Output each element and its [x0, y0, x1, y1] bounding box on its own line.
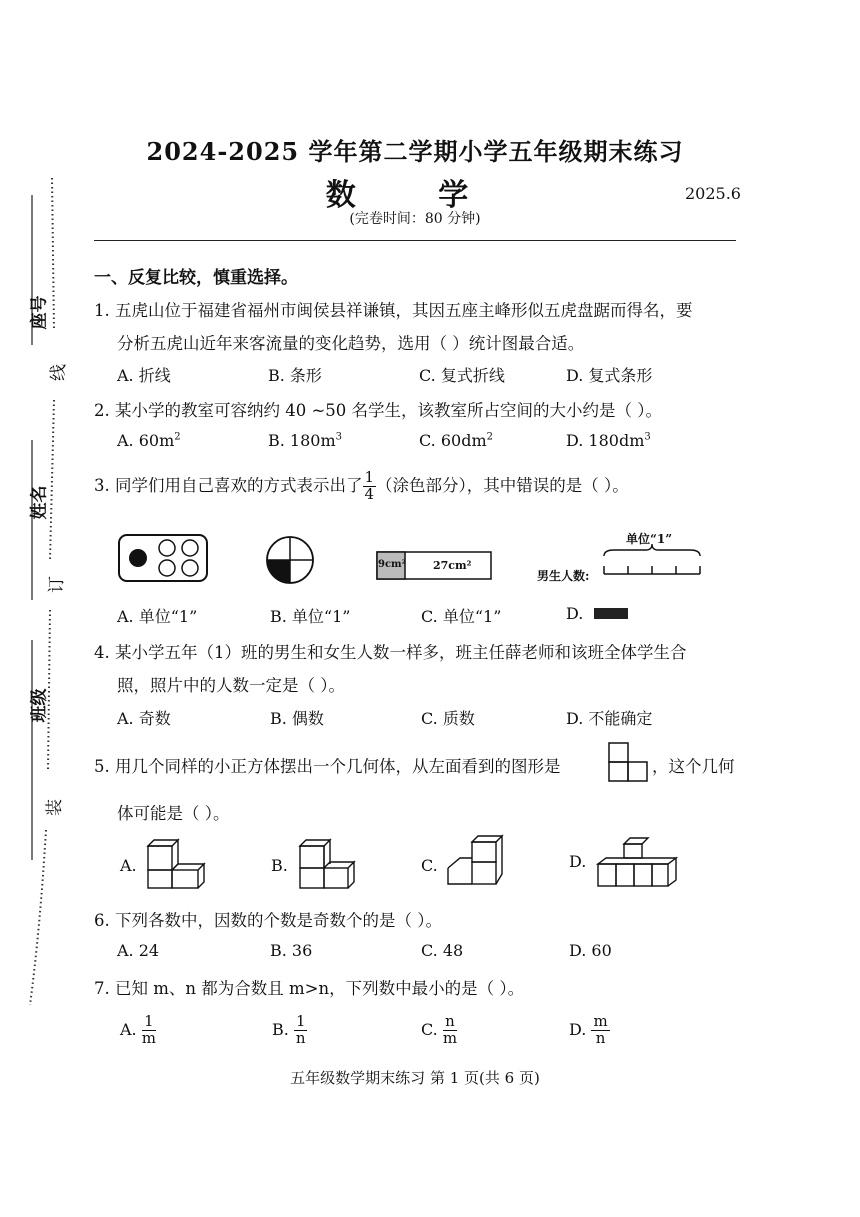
q5-option-a: A. — [120, 856, 137, 875]
seat-label: 座号 — [29, 295, 50, 330]
q3-option-d-bar — [594, 608, 628, 619]
q2-option-c-text: C. 60dm — [419, 431, 487, 450]
q7-option-d-letter: D. — [569, 1019, 587, 1039]
q2-option-d — [566, 431, 651, 450]
q2-option-c-exp: 2 — [486, 431, 493, 443]
q3-option-b: B. 单位“1” — [270, 607, 351, 626]
q3-unit-label: 单位“1” — [626, 532, 673, 546]
q7-text: 7. 已知 m、n 都为合数且 m>n，下列数中最小的是（ ）。 — [94, 979, 525, 998]
q5-option-d-cubes — [596, 834, 682, 890]
q6-text: 6. 下列各数中，因数的个数是奇数个的是（ ）。 — [94, 911, 442, 930]
q5-option-d: D. — [569, 852, 587, 871]
q5-left-view-figure — [608, 742, 650, 784]
q7-option-b — [272, 1014, 307, 1047]
q1-line1: 1. 五虎山位于福建省福州市闽侯县祥谦镇，其因五座主峰形似五虎盘踞而得名，要 — [94, 301, 693, 320]
q7-d-den: n — [595, 1028, 606, 1047]
q3-cell-right: 27cm² — [433, 559, 472, 572]
q2-option-c — [419, 431, 493, 450]
page-title: 2024-2025 学年第二学期小学五年级期末练习 — [146, 137, 684, 166]
q3-frac-num: 1 — [364, 468, 375, 486]
q7-option-d — [569, 1014, 610, 1047]
q1-option-c: C. 复式折线 — [419, 366, 505, 385]
q7-a-den: m — [141, 1028, 156, 1047]
q7-option-b-fraction — [294, 1014, 308, 1047]
page-footer: 五年级数学期末练习 第 1 页(共 6 页) — [290, 1069, 540, 1087]
q7-d-num: m — [593, 1012, 608, 1030]
q7-option-a-letter: A. — [120, 1019, 137, 1039]
q3-boys-label: 男生人数: — [537, 569, 590, 583]
q4-line2: 照，照片中的人数一定是（ ）。 — [117, 676, 345, 695]
q1-option-d: D. 复式条形 — [566, 366, 653, 385]
q2-option-a-text: A. 60m — [117, 431, 175, 450]
q5-option-b: B. — [271, 856, 288, 875]
q5-option-c-cubes — [446, 828, 506, 888]
q7-option-c-letter: C. — [421, 1019, 438, 1039]
exam-date: 2025.6 — [685, 184, 741, 203]
q2-option-b-text: B. 180m — [268, 431, 336, 450]
q5-line1b: ，这个几何 — [652, 757, 735, 776]
q7-a-num: 1 — [142, 1014, 156, 1031]
q7-option-c — [421, 1014, 457, 1047]
q7-option-a-fraction — [142, 1014, 156, 1047]
q7-c-den: m — [442, 1028, 458, 1047]
q3-figure-b-circle — [265, 535, 315, 585]
q3-pre: 3. 同学们用自己喜欢的方式表示出了 — [94, 475, 363, 495]
q7-option-a — [120, 1014, 156, 1047]
q3-option-a: A. 单位“1” — [117, 607, 198, 626]
subject-title: 数 学 — [325, 178, 505, 213]
q3-option-d: D. — [566, 604, 584, 623]
q3-post: （涂色部分），其中错误的是（ ）。 — [376, 475, 629, 495]
q7-option-b-letter: B. — [272, 1019, 289, 1039]
q7-c-num: n — [443, 1014, 457, 1031]
q6-option-c: C. 48 — [421, 941, 464, 960]
q4-option-c: C. 质数 — [421, 709, 475, 728]
q7-option-d-fraction — [591, 1014, 609, 1047]
q2-option-a — [117, 431, 181, 450]
q5-option-c: C. — [421, 856, 438, 875]
q5-option-b-cubes — [298, 832, 364, 890]
q6-option-a: A. 24 — [117, 941, 160, 960]
q7-b-num: 1 — [295, 1012, 306, 1030]
q3-fraction — [363, 470, 377, 503]
q1-option-b: B. 条形 — [268, 366, 322, 385]
q5-option-a-cubes — [146, 832, 212, 890]
q3-figure-d-brace — [600, 542, 704, 582]
q6-option-d: D. 60 — [569, 941, 612, 960]
q2-option-a-exp: 2 — [174, 431, 181, 443]
q6-option-b: B. 36 — [270, 941, 313, 960]
bind-label: 装 — [45, 799, 65, 816]
q3-frac-den: 4 — [364, 484, 375, 503]
exam-duration: (完卷时间：80 分钟) — [349, 211, 481, 227]
line-label: 线 — [49, 364, 69, 381]
staple-label: 订 — [47, 576, 67, 593]
q1-line2: 分析五虎山近年来客流量的变化趋势，选用（ ）统计图最合适。 — [117, 334, 585, 353]
q2-option-b — [268, 431, 342, 450]
q4-option-b: B. 偶数 — [270, 709, 324, 728]
q2-text: 2. 某小学的教室可容纳约 40 ~50 名学生，该教室所占空间的大小约是（ ）。 — [94, 401, 663, 420]
q1-option-a: A. 折线 — [117, 366, 171, 385]
q7-option-c-fraction — [443, 1014, 457, 1047]
class-label: 班级 — [29, 688, 50, 723]
q7-b-den: n — [295, 1028, 306, 1047]
q3-text — [94, 470, 629, 503]
q5-line2: 体可能是（ ）。 — [117, 804, 230, 823]
header-rule — [94, 240, 736, 241]
q4-option-d: D. 不能确定 — [566, 709, 653, 728]
q3-figure-a-tray — [118, 534, 210, 584]
q2-option-b-exp: 3 — [335, 431, 343, 443]
q3-option-c: C. 单位“1” — [421, 607, 502, 626]
name-label: 姓名 — [29, 485, 50, 520]
q4-option-a: A. 奇数 — [117, 709, 171, 728]
q4-line1: 4. 某小学五年（1）班的男生和女生人数一样多，班主任薛老师和该班全体学生合 — [94, 643, 687, 662]
q3-cell-left: 9cm² — [378, 559, 407, 570]
q2-option-d-text: D. 180dm — [566, 431, 645, 450]
q5-line1: 5. 用几个同样的小正方体摆出一个几何体，从左面看到的图形是 — [94, 757, 561, 776]
q2-option-d-exp: 3 — [644, 431, 651, 443]
section-heading: 一、反复比较，慎重选择。 — [94, 268, 298, 288]
